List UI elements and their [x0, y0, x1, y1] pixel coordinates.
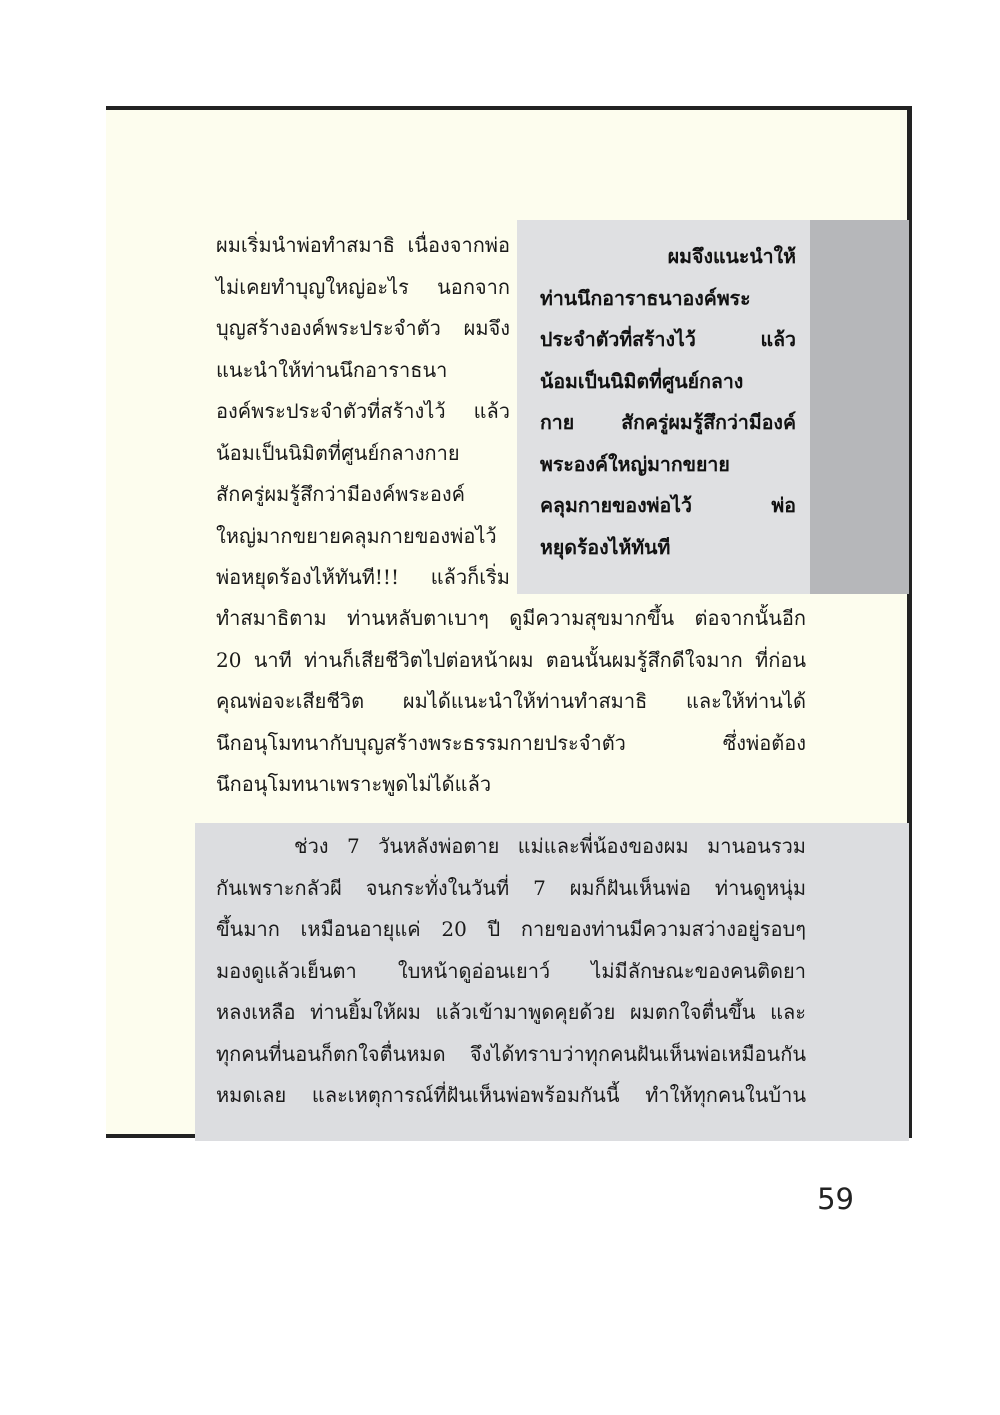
body-paragraph-column: [216, 225, 510, 599]
text-line: บุญสร้างองค์พระประจำตัว ผมจึง: [216, 316, 510, 340]
text-line: กันเพราะกลัวผี จนกระทั่งในวันที่ 7 ผมก็ฝันเห็นพ่อ ท่านดูหนุ่ม: [216, 875, 806, 900]
text-line: 20 นาที ท่านก็เสียชีวิตไปต่อหน้าผม ตอนนั้นผมรู้สึกดีใจมาก ที่ก่อน: [216, 647, 806, 672]
text-line: ขึ้นมาก เหมือนอายุแค่ 20 ปี กายของท่านมีความสว่างอยู่รอบๆ: [216, 917, 806, 941]
text-line: องค์พระประจำตัวที่สร้างไว้ แล้ว: [216, 399, 510, 423]
text-line: แนะนำให้ท่านนึกอาราธนา: [216, 357, 448, 382]
text-line: ช่วง 7 วันหลังพ่อตาย แม่และพี่น้องของผม มานอนรวม: [294, 834, 806, 858]
callout-quote: [540, 236, 796, 568]
callout-line: กาย สักครู่ผมรู้สึกว่ามีองค์: [540, 411, 796, 434]
callout-line: พระองค์ใหญ่มากขยาย: [540, 452, 730, 476]
text-line: ใหญ่มากขยายคลุมกายของพ่อไว้: [216, 523, 497, 548]
text-line: ผมเริ่มนำพ่อทำสมาธิ เนื่องจากพ่อ: [216, 233, 510, 257]
text-line: พ่อหยุดร้องไห้ทันที!!! แล้วก็เริ่ม: [216, 565, 510, 589]
text-line: นึกอนุโมทนากับบุญสร้างพระธรรมกายประจำตัว ซึ่งพ่อต้อง: [216, 730, 806, 755]
callout-line: หยุดร้องไห้ทันที: [540, 535, 671, 559]
text-line: นึกอนุโมทนาเพราะพูดไม่ได้แล้ว: [216, 772, 492, 796]
text-line: ทุกคนที่นอนก็ตกใจตื่นหมด จึงได้ทราบว่าทุกคนฝันเห็นพ่อเหมือนกัน: [216, 1041, 806, 1066]
text-line: สักครู่ผมรู้สึกว่ามีองค์พระองค์: [216, 482, 466, 506]
callout-line: คลุมกายของพ่อไว้ พ่อ: [540, 494, 796, 517]
text-line: น้อมเป็นนิมิตที่ศูนย์กลางกาย: [216, 440, 460, 465]
page-number: 59: [817, 1182, 854, 1216]
text-line: หลงเหลือ ท่านยิ้มให้ผม แล้วเข้ามาพูดคุยด้วย ผมตกใจตื่นขึ้น และ: [216, 1000, 806, 1024]
text-line: ทำสมาธิตาม ท่านหลับตาเบาๆ ดูมีความสุขมากขึ้น ต่อจากนั้นอีก: [216, 606, 806, 630]
callout-line: ประจำตัวที่สร้างไว้ แล้ว: [540, 328, 796, 351]
callout-line: ผมจึงแนะนำให้: [667, 245, 796, 268]
body-paragraph-continued: [216, 598, 806, 806]
text-line: คุณพ่อจะเสียชีวิต ผมได้แนะนำให้ท่านทำสมาธิ และให้ท่านได้: [216, 689, 806, 713]
text-line: ไม่เคยทำบุญใหญ่อะไร นอกจาก: [216, 274, 510, 299]
highlight-paragraph: [216, 826, 806, 1117]
callout-accent-bar: [810, 220, 909, 594]
callout-line: น้อมเป็นนิมิตที่ศูนย์กลาง: [540, 369, 744, 393]
text-line: มองดูแล้วเย็นตา ใบหน้าดูอ่อนเยาว์ ไม่มีลักษณะของคนติดยา: [216, 958, 806, 983]
text-line: หมดเลย และเหตุการณ์ที่ฝันเห็นพ่อพร้อมกันนี้ ทำให้ทุกคนในบ้าน: [216, 1083, 806, 1107]
callout-line: ท่านนึกอาราธนาองค์พระ: [540, 286, 751, 310]
